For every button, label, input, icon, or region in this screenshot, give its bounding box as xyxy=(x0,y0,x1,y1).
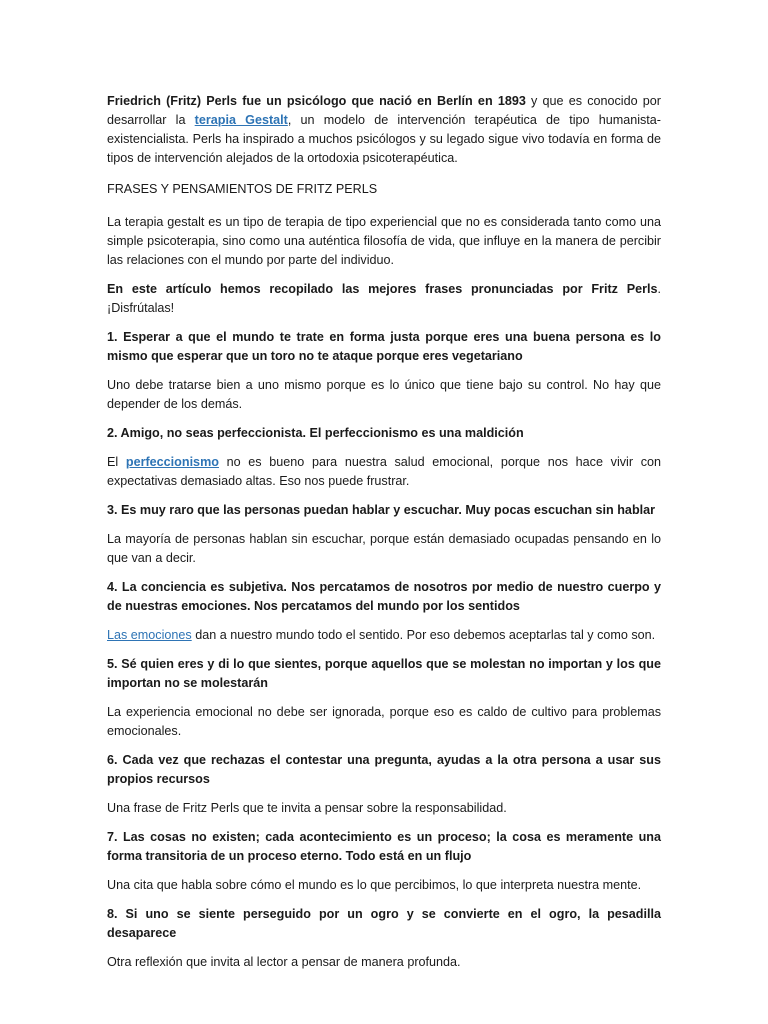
comment-6: Una frase de Fritz Perls que te invita a pensar sobre la responsabilidad. xyxy=(107,801,507,815)
quote-7: 7. Las cosas no existen; cada acontecimiento es un proceso; la cosa es meramente una forma transitoria de un proceso eterno. Todo está en un flujo xyxy=(107,830,661,863)
recopilation-bold-text: En este artículo hemos recopilado las mejores frases pronunciadas por Fritz Perls xyxy=(107,282,658,296)
terapia-gestalt-link[interactable]: terapia Gestalt xyxy=(194,113,288,127)
quote-1: 1. Esperar a que el mundo te trate en forma justa porque eres una buena persona es lo mismo que esperar que un toro no te ataque porque eres vegetariano xyxy=(107,330,661,363)
quote-5: 5. Sé quien eres y di lo que sientes, porque aquellos que se molestan no importan y los que importan no se molestarán xyxy=(107,657,661,690)
comment-4 xyxy=(107,626,661,645)
comment-4-text: dan a nuestro mundo todo el sentido. Por eso debemos aceptarlas tal y como son. xyxy=(191,628,656,642)
quote-8: 8. Si uno se siente perseguido por un ogro y se convierte en el ogro, la pesadilla desaparece xyxy=(107,907,661,940)
intro-text-rest: , un modelo de intervención terapéutica de tipo humanista-existencialista. Perls ha inspirado a muchos psicólogos y su legado sigue vivo todavía en forma de tipos de intervención alejados de la ortodoxia psicoterapéutica. xyxy=(107,113,661,165)
intro-text: y que es conocido por desarrollar la xyxy=(107,94,661,127)
recopilation-paragraph xyxy=(107,280,661,318)
quote-4: 4. La conciencia es subjetiva. Nos percatamos de nosotros por medio de nuestro cuerpo y de nuestras emociones. Nos percatamos del mundo por los sentidos xyxy=(107,580,661,613)
comment-8: Otra reflexión que invita al lector a pensar de manera profunda. xyxy=(107,955,461,969)
comment-2 xyxy=(107,453,661,491)
comment-7: Una cita que habla sobre cómo el mundo es lo que percibimos, lo que interpreta nuestra mente. xyxy=(107,878,642,892)
comment-5: La experiencia emocional no debe ser ignorada, porque eso es caldo de cultivo para problemas emocionales. xyxy=(107,705,661,738)
perfeccionismo-link[interactable]: perfeccionismo xyxy=(125,455,219,469)
comment-2-text-rest: no es bueno para nuestra salud emocional, porque nos hace vivir con expectativas demasiado altas. Eso nos puede frustrar. xyxy=(107,455,661,488)
comment-3: La mayoría de personas hablan sin escuchar, porque están demasiado ocupadas pensando en lo que van a decir. xyxy=(107,532,661,565)
quote-2: 2. Amigo, no seas perfeccionista. El perfeccionismo es una maldición xyxy=(107,426,524,440)
article-body xyxy=(107,92,661,982)
quote-3: 3. Es muy raro que las personas puedan hablar y escuchar. Muy pocas escuchan sin hablar xyxy=(107,503,656,517)
recopilation-text: . ¡Disfrútalas! xyxy=(107,282,661,315)
intro-bold-text: Friedrich (Fritz) Perls fue un psicólogo que nació en Berlín en 1893 xyxy=(107,94,526,108)
comment-1: Uno debe tratarse bien a uno mismo porque es lo único que tiene bajo su control. No hay que depender de los demás. xyxy=(107,378,661,411)
section-heading: FRASES Y PENSAMIENTOS DE FRITZ PERLS xyxy=(107,182,378,196)
quote-6: 6. Cada vez que rechazas el contestar una pregunta, ayudas a la otra persona a usar sus propios recursos xyxy=(107,753,661,786)
comment-2-text: El xyxy=(107,455,126,469)
las-emociones-link[interactable]: Las emociones xyxy=(107,628,192,642)
gestalt-paragraph: La terapia gestalt es un tipo de terapia de tipo experiencial que no es considerada tanto como una simple psicoterapia, sino como una auténtica filosofía de vida, que influye en la manera de percibir las relaciones con el mundo por parte del individuo. xyxy=(107,215,661,267)
intro-paragraph xyxy=(107,92,661,168)
